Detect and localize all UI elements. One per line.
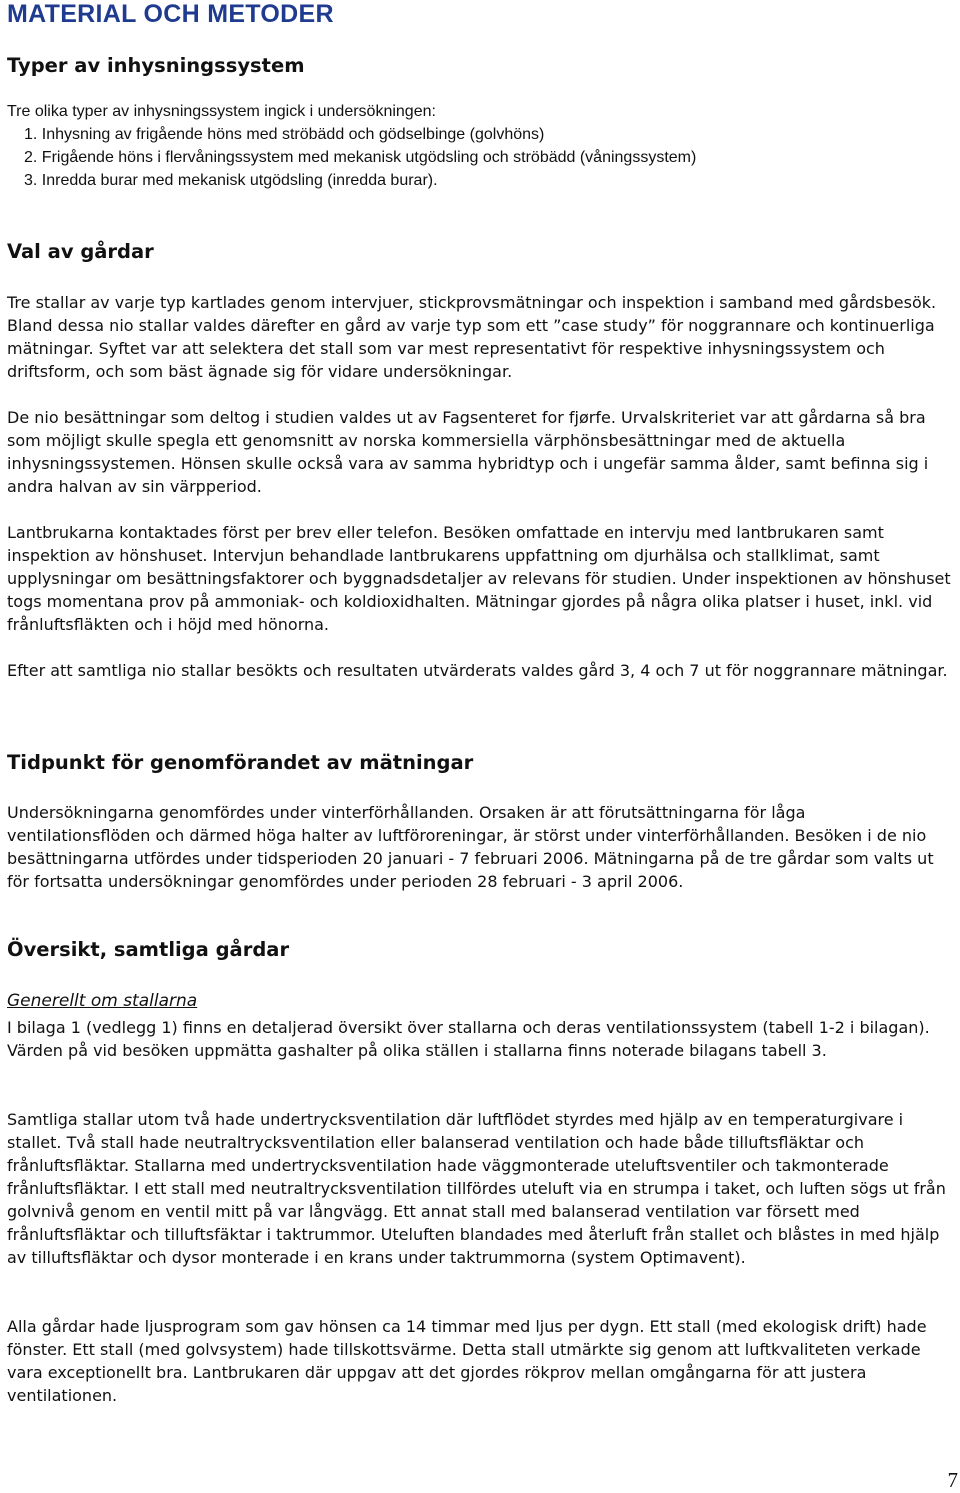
- list-item: 1. Inhysning av frigående höns med ströbädd och gödselbinge (golvhöns): [24, 126, 545, 143]
- list-item: 2. Frigående höns i flervåningssystem med mekanisk utgödsling och ströbädd (våningssystem): [24, 149, 697, 166]
- heading-tidpunkt: Tidpunkt för genomförandet av mätningar: [7, 751, 474, 774]
- subheading-generellt: Generellt om stallarna: [7, 991, 198, 1011]
- list-item: 3. Inredda burar med mekanisk utgödsling (inredda burar).: [24, 172, 438, 189]
- inhysning-intro: Tre olika typer av inhysningssystem ingick i undersökningen:: [7, 103, 436, 120]
- heading-oversikt: Översikt, samtliga gårdar: [7, 938, 290, 961]
- paragraph: Efter att samtliga nio stallar besökts och resultaten utvärderats valdes gård 3, 4 och 7 ut för noggrannare mätningar.: [7, 661, 948, 680]
- paragraph: Lantbrukarna kontaktades först per brev eller telefon. Besöken omfattade en intervju med lantbrukaren samt inspektion av hönshuset. Intervjun behandlade lantbrukarens uppfattning om djurhälsa och stallklimat, samt upplysningar om besättningsfaktorer och byggnadsdetaljer av relevans för studien. Under inspektionen av hönshuset togs momentana prov på ammoniak- och koldioxidhalten. Mätningar gjordes på några olika platser i huset, inkl. vid frånluftsfläkten och i höjd med hönorna.: [7, 523, 951, 634]
- inhysning-list: [7, 100, 696, 192]
- paragraph: Undersökningarna genomfördes under vinterförhållanden. Orsaken är att förutsättningarna för låga ventilationsflöden och därmed höga halter av luftföroreningar, är störst under vinterförhållanden. Besöken i de nio besättningarna utfördes under tidsperioden 20 januari - 7 februari 2006. Mätningarna på de tre gårdar som valts ut för fortsatta undersökningar genomfördes under perioden 28 februari - 3 april 2006.: [7, 803, 934, 891]
- heading-val: Val av gårdar: [7, 240, 154, 263]
- paragraph: Samtliga stallar utom två hade undertrycksventilation där luftflödet styrdes med hjälp av en temperaturgivare i stallet. Två stall hade neutraltrycksventilation eller balanserad ventilation och hade både tilluftsfläktar och frånluftsfläktar. Stallarna med undertrycksventilation hade väggmonterade uteluftsventiler och takmonterade frånluftsfläktar. I ett stall med neutraltrycksventilation tillfördes uteluft via en strumpa i taket, och luften sögs ut från golvnivå genom en ventil mitt på var långvägg. Ett annat stall med balanserad ventilation var försett med frånluftsfläktar och tilluftsfäktar i taktrummor. Uteluften blandades med återluft från stallet och blåstes in med hjälp av tilluftsfläktar och dysor monterade i en krans under taktrummorna (system Optimavent).: [7, 1110, 946, 1267]
- paragraph: De nio besättningar som deltog i studien valdes ut av Fagsenteret for fjørfe. Urvalskriteriet var att gårdarna så bra som möjligt skulle spegla ett genomsnitt av norska kommersiella värphönsbesättningar med de aktuella inhysningssystemen. Hönsen skulle också vara av samma hybridtyp och i ungefär samma ålder, samt befinna sig i andra halvan av sin värpperiod.: [7, 408, 929, 496]
- page-number: 7: [947, 1468, 958, 1492]
- page-title: MATERIAL OCH METODER: [7, 0, 334, 28]
- heading-inhysning: Typer av inhysningssystem: [7, 54, 305, 77]
- paragraph: I bilaga 1 (vedlegg 1) finns en detaljerad översikt över stallarna och deras ventilationssystem (tabell 1-2 i bilagan). Värden på vid besöken uppmätta gashalter på olika ställen i stallarna finns noterade bilagans tabell 3.: [7, 1018, 930, 1060]
- paragraph: Tre stallar av varje typ kartlades genom intervjuer, stickprovsmätningar och inspektion i samband med gårdsbesök. Bland dessa nio stallar valdes därefter en gård av varje typ som ett ”case study” för noggrannare och kontinuerliga mätningar. Syftet var att selektera det stall som var mest representativt för respektive inhysningssystem och driftsform, och som bäst ägnade sig för vidare undersökningar.: [7, 293, 937, 381]
- paragraph: Alla gårdar hade ljusprogram som gav hönsen ca 14 timmar med ljus per dygn. Ett stall (med ekologisk drift) hade fönster. Ett stall (med golvsystem) hade tillskottsvärme. Detta stall utmärkte sig genom att luftkvaliteten verkade vara exceptionellt bra. Lantbrukaren där uppgav att det gjordes rökprov mellan omgångarna för att justera ventilationen.: [7, 1317, 927, 1405]
